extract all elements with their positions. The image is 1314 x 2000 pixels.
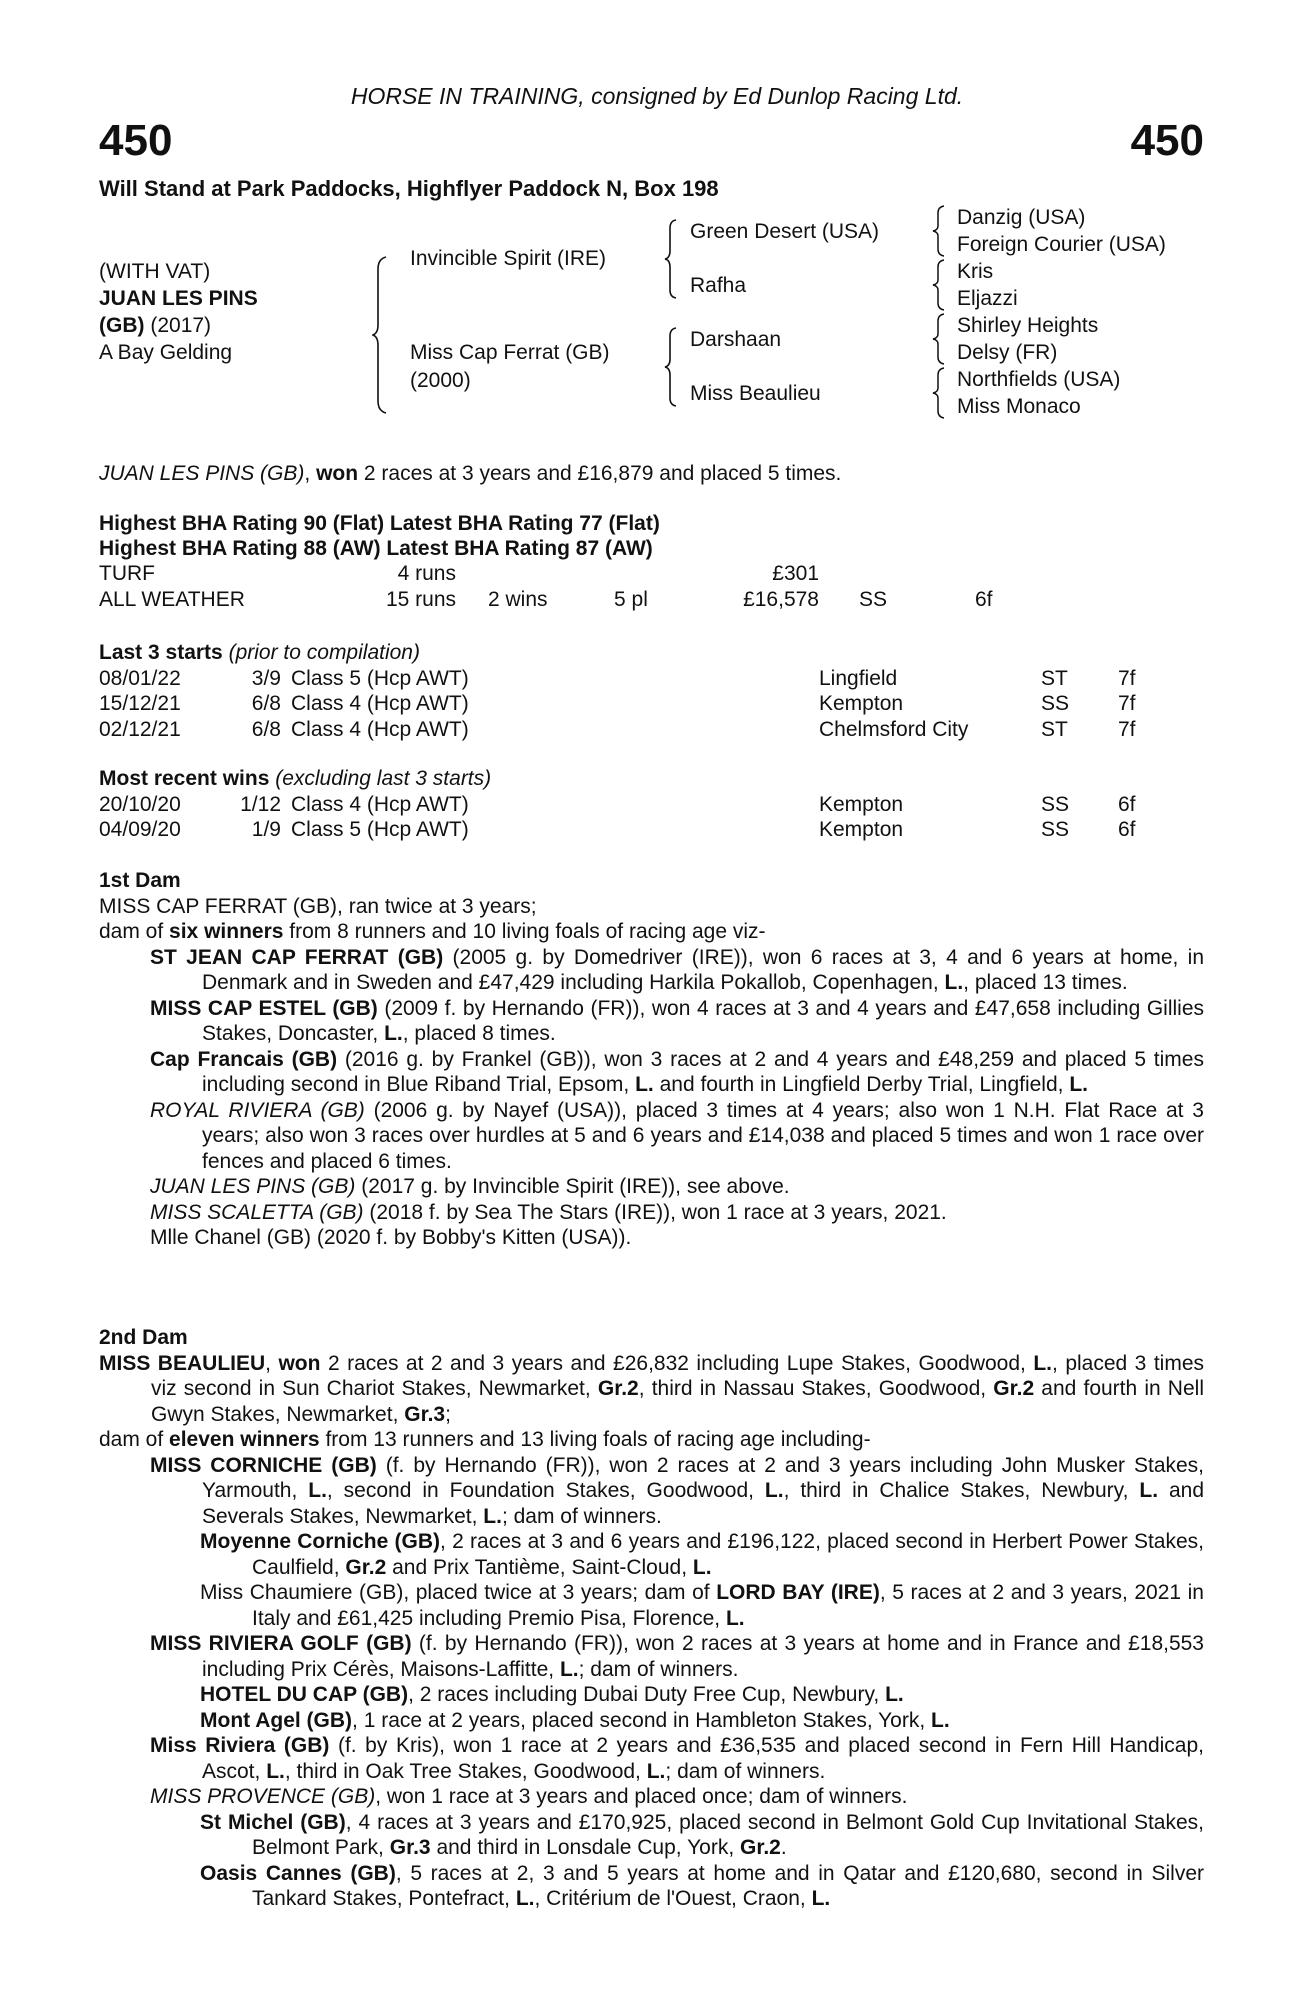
race-row [99, 817, 1204, 843]
text-run: eleven winners [169, 1428, 320, 1451]
race-race: Class 4 (Hcp AWT) [291, 717, 469, 741]
text-run: , placed 13 times. [963, 971, 1128, 994]
text-run: Mlle Chanel (GB) (2020 f. by Bobby's Kitten (USA)). [150, 1226, 632, 1249]
record-row [99, 561, 1204, 587]
horse-country: (GB) [99, 314, 145, 337]
text-run: Gr.3 [389, 1836, 431, 1859]
text-run: (2006 g. by Nayef (USA)), placed 3 times at 4 years; also won 1 N.H. Flat Race at 3 years; also won 3 races over hurdles at 5 and 6 years and £14,038 and placed 5 times and won 1 race over fences and placed 6 times. [202, 1098, 1204, 1173]
text-run: , [265, 1351, 279, 1375]
text-run: dam of [99, 920, 170, 943]
text-run: L. [1139, 1479, 1159, 1502]
dam-heading: 2nd Dam [99, 1326, 188, 1349]
text-run: , [304, 462, 317, 485]
text-run: ST JEAN CAP FERRAT (GB) [150, 945, 444, 969]
second-dam-section [99, 1325, 1204, 1912]
horse-description: A Bay Gelding [99, 341, 233, 364]
text-run: JUAN LES PINS (GB) [99, 462, 305, 485]
text-run: ; dam of winners. [578, 1657, 739, 1681]
text-run: Gr.2 [993, 1377, 1035, 1400]
text-run: L. [944, 971, 964, 994]
text-run: dam of [99, 1428, 170, 1451]
text-run: L. [635, 1073, 654, 1096]
text-run: L. [483, 1504, 502, 1528]
text-run: (2005 g. by Domedriver (IRE)), won 6 races at 3, 4 and 6 years at home, in Denmark and in Sweden and £47,429 including Harkila Pokallob, Copenhagen, [202, 945, 1205, 994]
race-going: SS [1041, 818, 1070, 841]
ggd-1: Foreign Courier (USA) [957, 233, 1166, 256]
dam-entry [99, 1784, 1204, 1810]
record-dist: 6f [975, 587, 993, 611]
text-run: (2009 f. by Hernando (FR)), won 4 races at 3 and 4 years and £47,658 including Gillies Stakes, Doncaster, [202, 996, 1204, 1045]
brace-icon [932, 312, 948, 366]
text-run: L. [1033, 1351, 1053, 1375]
text-run: , third in Oak Tree Stakes, Goodwood, [284, 1759, 647, 1783]
text-run: , 2 races including Dubai Duty Free Cup, Newbury, [408, 1683, 886, 1706]
text-run: ; dam of winners. [501, 1504, 662, 1528]
dam: Miss Cap Ferrat (GB) [410, 341, 610, 364]
rating-aw: Highest BHA Rating 88 (AW) Latest BHA Rating 87 (AW) [99, 536, 653, 560]
ggd-2: Eljazzi [957, 287, 1018, 310]
race-going: SS [1041, 692, 1070, 715]
text-run: won [316, 462, 359, 485]
record-prize: £16,578 [743, 587, 819, 611]
race-race: Class 4 (Hcp AWT) [291, 792, 469, 816]
race-dist: 7f [1118, 692, 1136, 715]
text-run: , 4 races at 3 years and £170,925, placed second in Belmont Gold Cup Invitational Stakes, Belmont Park, [252, 1810, 1204, 1859]
text-run: MISS PROVENCE (GB) [150, 1785, 376, 1808]
dam-entry [99, 945, 1204, 996]
race-date: 08/01/22 [99, 666, 181, 690]
dam-entry [99, 1427, 1204, 1453]
race-summary [99, 461, 1204, 487]
race-venue: Lingfield [819, 666, 898, 690]
text-run: and fourth in Nell Gwyn Stakes, Newmarket, [151, 1377, 1204, 1426]
rating-flat: Highest BHA Rating 90 (Flat) Latest BHA Rating 77 (Flat) [99, 512, 660, 535]
ggs-3: Shirley Heights [957, 314, 1099, 337]
text-run: L. [764, 1479, 784, 1502]
text-run: L. [266, 1759, 285, 1783]
race-row [99, 691, 1204, 717]
text-run: , 5 races at 2 and 3 years, 2021 in Italy and £61,425 including Premio Pisa, Florence, [252, 1581, 1204, 1630]
last3-note: (prior to compilation) [228, 641, 420, 664]
text-run: MISS CAP ESTEL (GB) [150, 996, 378, 1020]
text-run: , won 1 race at 3 years and placed once; dam of winners. [375, 1785, 908, 1808]
vat-note: (WITH VAT) [99, 260, 211, 283]
dam-entry [99, 1682, 1204, 1708]
grandsire-sire: Green Desert (USA) [690, 220, 880, 243]
text-run: , third in Chalice Stakes, Newbury, [783, 1479, 1140, 1502]
text-run: (f. by Kris), won 1 race at 2 years and £36,535 and placed second in Fern Hill Handicap, Ascot, [202, 1734, 1204, 1783]
dam-year: (2000) [410, 369, 471, 392]
race-dist: 6f [1118, 818, 1136, 841]
text-run: L. [1069, 1073, 1088, 1096]
granddam-dam: Miss Beaulieu [690, 382, 821, 405]
first-dam-section [99, 868, 1204, 1251]
text-run: , placed 8 times. [402, 1022, 556, 1045]
race-race: Class 5 (Hcp AWT) [291, 818, 469, 841]
brace-icon [372, 255, 392, 415]
ratings-block [99, 511, 1204, 612]
consignment-header: HORSE IN TRAINING, consigned by Ed Dunlop Racing Ltd. [350, 83, 964, 109]
text-run: L. [559, 1657, 579, 1681]
text-run: MISS SCALETTA (GB) [150, 1200, 364, 1224]
text-run: L. [692, 1555, 712, 1579]
text-run: , 1 race at 2 years, placed second in Hambleton Stakes, York, [352, 1708, 932, 1732]
text-run: L. [885, 1683, 904, 1706]
ggs-4: Northfields (USA) [957, 368, 1121, 391]
dam-entry [99, 1733, 1204, 1784]
text-run: six winners [169, 920, 284, 943]
race-race: Class 5 (Hcp AWT) [291, 666, 469, 690]
brace-icon [932, 204, 948, 258]
text-run: (2017 g. by Invincible Spirit (IRE)), see above. [355, 1175, 790, 1198]
text-run: , third in Nassau Stakes, Goodwood, [638, 1377, 994, 1400]
text-run: and Prix Tantième, Saint-Cloud, [386, 1555, 693, 1579]
text-run: won [278, 1351, 321, 1375]
dam-entry [99, 1351, 1204, 1428]
race-pos: 1/9 [251, 818, 281, 841]
dam-entry [99, 1810, 1204, 1861]
text-run: ; [445, 1402, 451, 1426]
text-run: (f. by Hernando (FR)), won 2 races at 3 years at home and in France and £18,553 including Prix Cérès, Maisons-Laffitte, [202, 1632, 1204, 1681]
text-run: and Severals Stakes, Newmarket, [202, 1479, 1205, 1528]
race-date: 04/09/20 [99, 818, 181, 841]
recent-title: Most recent wins [99, 767, 270, 790]
dam-entry [99, 1200, 1204, 1226]
record-surface: TURF [99, 562, 155, 585]
dam-entry [99, 1098, 1204, 1175]
dam-entry [99, 996, 1204, 1047]
ggd-3: Delsy (FR) [957, 341, 1058, 364]
dam-entry [99, 1174, 1204, 1200]
text-run: L. [515, 1887, 535, 1910]
last3-title: Last 3 starts [99, 641, 223, 664]
text-run: from 8 runners and 10 living foals of racing age viz- [283, 920, 766, 943]
dam-entry [99, 1529, 1204, 1580]
brace-icon [932, 366, 948, 420]
dam-entry [99, 1225, 1204, 1251]
race-dist: 7f [1118, 717, 1136, 741]
text-run: L. [308, 1479, 327, 1502]
record-runs: 4 runs [397, 562, 456, 585]
race-pos: 1/12 [240, 792, 281, 816]
dam-entry [99, 1861, 1204, 1912]
text-run: and third in Lonsdale Cup, York, [430, 1836, 740, 1859]
text-run: MISS CORNICHE (GB) [150, 1453, 377, 1477]
ggs-2: Kris [957, 260, 994, 283]
race-going: ST [1041, 717, 1068, 741]
ggs-1: Danzig (USA) [957, 206, 1086, 229]
last-3-starts [99, 640, 1204, 742]
lot-number-right: 450 [1130, 116, 1204, 165]
ggd-4: Miss Monaco [957, 395, 1081, 418]
race-date: 15/12/21 [99, 692, 181, 715]
record-placed: 5 pl [614, 587, 648, 611]
text-run: 2 races at 2 and 3 years and £26,832 including Lupe Stakes, Goodwood, [320, 1351, 1034, 1375]
dam-entry [99, 1631, 1204, 1682]
text-run: Mont Agel (GB) [200, 1708, 353, 1732]
race-row [99, 666, 1204, 692]
horse-year: (2017) [150, 314, 212, 337]
record-surface: ALL WEATHER [99, 587, 245, 611]
text-run: (2016 g. by Frankel (GB)), won 3 races at 2 and 4 years and £48,259 and placed 5 times including second in Blue Riband Trial, Epsom, [202, 1047, 1204, 1096]
record-row [99, 587, 1204, 613]
lot-number-left: 450 [99, 116, 173, 165]
dam-entry [99, 1453, 1204, 1530]
text-run: , second in Foundation Stakes, Goodwood, [326, 1479, 765, 1502]
text-run: and fourth in Lingfield Derby Trial, Lingfield, [653, 1073, 1070, 1096]
race-going: ST [1041, 666, 1068, 690]
race-pos: 3/9 [251, 666, 281, 690]
sire: Invincible Spirit (IRE) [410, 247, 607, 270]
brace-icon [664, 218, 680, 300]
text-run: Cap Francais (GB) [150, 1047, 338, 1071]
text-run: L. [384, 1022, 403, 1045]
granddam-sire: Rafha [690, 274, 747, 297]
text-run: (2018 f. by Sea The Stars (IRE)), won 1 race at 3 years, 2021. [363, 1200, 947, 1224]
most-recent-wins [99, 766, 1204, 843]
text-run: L. [725, 1606, 745, 1630]
text-run: , Critérium de l'Ouest, Craon, [534, 1887, 812, 1910]
brace-icon [932, 258, 948, 312]
race-row [99, 792, 1204, 818]
text-run: Moyenne Corniche (GB) [200, 1530, 441, 1553]
dam-entry [99, 894, 1204, 920]
race-pos: 6/8 [251, 692, 281, 715]
dam-entry [99, 1047, 1204, 1098]
text-run: MISS CAP FERRAT (GB), ran twice at 3 years; [99, 894, 537, 918]
text-run: L. [646, 1759, 666, 1783]
horse-origin [99, 313, 211, 339]
race-pos: 6/8 [251, 717, 281, 741]
race-dist: 7f [1118, 666, 1136, 690]
race-row [99, 717, 1204, 743]
text-run: HOTEL DU CAP (GB) [200, 1683, 409, 1706]
stand-location: Will Stand at Park Paddocks, Highflyer Paddock N, Box 198 [99, 176, 719, 201]
text-run: Gr.3 [404, 1402, 446, 1426]
text-run: LORD BAY (IRE) [716, 1581, 880, 1604]
text-run: Miss Riviera (GB) [150, 1734, 330, 1757]
text-run: Gr.2 [597, 1377, 639, 1400]
text-run: MISS RIVIERA GOLF (GB) [150, 1632, 412, 1655]
race-date: 02/12/21 [99, 717, 181, 741]
dam-entry [99, 1580, 1204, 1631]
text-run: St Michel (GB) [200, 1810, 346, 1834]
text-run: L. [931, 1708, 950, 1732]
text-run: L. [811, 1887, 831, 1910]
text-run: , placed 3 times viz second in Sun Chariot Stakes, Newmarket, [151, 1351, 1204, 1400]
brace-icon [664, 326, 680, 408]
dam-entry [99, 919, 1204, 945]
text-run: , 2 races at 3 and 6 years and £196,122, placed second in Herbert Power Stakes, Caulfield, [252, 1530, 1204, 1579]
horse-name: JUAN LES PINS [99, 287, 258, 310]
race-going: SS [1041, 792, 1070, 816]
text-run: JUAN LES PINS (GB) [150, 1175, 356, 1198]
text-run: . [780, 1836, 787, 1859]
recent-note: (excluding last 3 starts) [275, 767, 492, 790]
record-going: SS [859, 587, 888, 611]
race-race: Class 4 (Hcp AWT) [291, 692, 469, 715]
record-runs: 15 runs [385, 587, 456, 611]
dam-heading: 1st Dam [99, 869, 181, 892]
grandsire-dam: Darshaan [690, 328, 782, 351]
record-wins: 2 wins [488, 587, 548, 611]
text-run: from 13 runners and 13 living foals of racing age including- [319, 1428, 871, 1451]
text-run: Miss Chaumiere (GB), placed twice at 3 years; dam of [200, 1581, 717, 1604]
dam-entry [99, 1708, 1204, 1734]
text-run: 2 races at 3 years and £16,879 and placed 5 times. [358, 462, 842, 485]
text-run: Oasis Cannes (GB) [200, 1861, 396, 1885]
race-date: 20/10/20 [99, 792, 181, 816]
race-venue: Chelmsford City [819, 717, 969, 741]
text-run: ; dam of winners. [665, 1759, 826, 1783]
text-run: ROYAL RIVIERA (GB) [150, 1098, 365, 1122]
text-run: Gr.2 [740, 1836, 781, 1859]
race-venue: Kempton [819, 792, 904, 816]
race-venue: Kempton [819, 692, 904, 715]
record-prize: £301 [772, 562, 819, 585]
text-run: (f. by Hernando (FR)), won 2 races at 2 and 3 years including John Musker Stakes, Yarmouth, [202, 1453, 1205, 1502]
race-dist: 6f [1118, 792, 1136, 816]
race-venue: Kempton [819, 818, 904, 841]
text-run: MISS BEAULIEU [99, 1351, 266, 1375]
text-run: , 5 races at 2, 3 and 5 years at home and in Qatar and £120,680, second in Silver Tankard Stakes, Pontefract, [252, 1861, 1204, 1910]
text-run: Gr.2 [345, 1555, 387, 1579]
